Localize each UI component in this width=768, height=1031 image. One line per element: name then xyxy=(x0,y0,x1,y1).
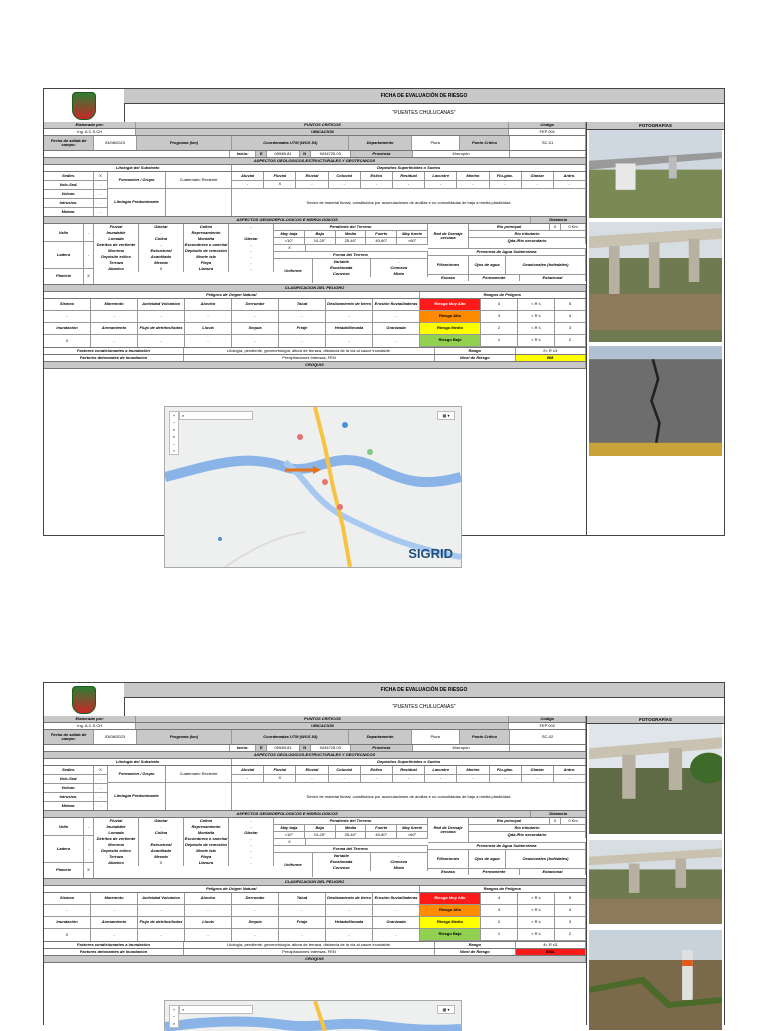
provincia-label: Provincia xyxy=(351,151,413,157)
risk-form-sheet-1: FICHA DE EVALUACIÓN DE RIESGO "PUENTES CHULUCANAS" FOTOGRAFÍAS Elaborado por: PUNTOS CRITICOS Código Ing. A.C.S.CH UBICACION FEP 001 Fecha de salida de campo: 03/08/2023 Programa (km) Coordenadas UTM (WGS 84) Departamento Piura Punto Crítico SC-01 Inicio: E 0594B.81 N 9434725.03 Provincia Morropón ASPECTOS GEOLOGICOS-ESTRUCTURALES Y GEOTECNICOS Litología del Substrato Depósitos Superficiales o Suelos Sedim. Volc-Sed. Volcan. Intrusivo. Metam. X - - - - Formación / Grupo Cuaternario Reciente Litología Predominante Aluvial Fluvial Eluvial Coluvial Eólico Residual Lacustre Marino Flu-glac. Glaciar Antro. - X - - - - - - - - - Sector de material fluvial, constituidos por acumulaciones de arcillas e no consolidadas de baja a media plasticidad ASPECTOS GEOMORFOLOGICOS E HIDROLOGICOS Distancia Valle Ladera Planicie - - X Fluvial Glaciar Cañón - Inundable - Represamiento - Lomada Colina Montaña Glaciar Detritos de vertiente - Escombrera o canchal - Morrena Estructural Depósito de remoción - Depósito eólico Acantilado Monte isla - Terraza Meseta Playa - Abanico X Llanura - Pendiente del Terreno May baja Baja Media Fuerte May fuerte <10° 10-25° 25-40° 40-60° >60° X Forma del Terreno Uniforme Variable - Escalonada Cóncava Convexa Mixta Red de Drenaje cercana Río principal X 0 Km Río tributario Qda./Río secundario Presencia de Agua Subterránea Filtraciones Ojos de agua Ocasionales (bofedales) Escasa Permanente Estacional CLASIFICACION DEL PELIGRO Peligros de Origen Natural Rangos de Peligros Sismos Maremoto Actividad Volcánica Aluvión Derrumbe Talud Deslizamiento de tierra Erosión fluvial/laderas - - - - - - - - Inundación Arenamiento Flujo de detritos/lodos Lluvia Sequía Friaje Helada/Nevada Granizada X - - - - - - - Riesgo Muy Alto 4 < R ≤ 5 Riesgo Alto 3 < R ≤ 4 Riesgo Medio 2 < R ≤ 3 Riesgo Bajo 1 < R ≤ 2 Factores condicionantes a Inundación Litología, pendiente, geomorfología, altura de terraza, distancia de la vía al cauce inundable. Rango 2< R ≤3 Factores detonantes de Inundación Precipitaciones Intensas, FEN Nivel de Riesgo BM CROQUIS + − ⌕ ⌕ ← ⌂ ⌕ ▦ ▾ SIGRID xyxy=(43,88,725,536)
programa-label: Programa (km) xyxy=(137,136,233,150)
hazard-label: Sismos xyxy=(44,299,91,311)
deposit-column-value: - xyxy=(296,181,328,189)
photos-heading-2: FOTOGRAFÍAS xyxy=(586,716,724,724)
hazard-label: Arenamiento xyxy=(91,323,138,335)
hazard-label: Deslizamiento de tierra xyxy=(326,893,373,905)
rango-value: 2< R ≤3 xyxy=(516,348,586,354)
factores-cond-desc: Litología, pendiente, geomorfología, altura de terraza, distancia de la vía al cauce inundable. xyxy=(184,348,435,354)
clasificacion-heading: CLASIFICACION DEL PELIGRO xyxy=(44,285,586,291)
punto-critico-label: Punto Crítico xyxy=(460,136,510,150)
deposit-column-value: - xyxy=(554,181,586,189)
deposit-column-label: Marino xyxy=(457,766,489,774)
deposit-column-label: Eluvial xyxy=(296,766,328,774)
deposit-column-value: - xyxy=(425,775,457,783)
photo-bridge-2 xyxy=(589,222,722,342)
risk-level-badge: Riesgo Alto xyxy=(420,311,481,322)
hazard-label: Talud xyxy=(279,893,326,905)
peligros-grid xyxy=(44,299,420,347)
slope-column-value: 10-25° xyxy=(305,238,336,244)
form-subtitle: "PUENTES CHULUCANAS" xyxy=(392,109,456,116)
deposit-column-value: - xyxy=(490,775,522,783)
punto-critico-value: SC-01 xyxy=(510,136,586,150)
deposit-column-label: Lacustre xyxy=(425,766,457,774)
risk-range-high: 2 xyxy=(555,335,586,346)
fecha-value: 03/08/2023 xyxy=(94,136,136,150)
deposit-column-label: Residual xyxy=(393,766,425,774)
hazard-value: - xyxy=(185,335,232,347)
hazard-value: - xyxy=(373,905,420,917)
hazard-value: - xyxy=(138,311,185,323)
peligros-grid-2 xyxy=(44,893,420,941)
shield-icon xyxy=(72,92,96,120)
hazard-label: Inundación xyxy=(44,323,91,335)
e-value: 0594B.81 xyxy=(267,151,299,157)
map-layers-button-2[interactable]: ▦ ▾ xyxy=(437,1005,455,1014)
deposit-column-label: Eólico xyxy=(361,172,393,180)
deposit-column-label: Antro. xyxy=(554,172,586,180)
risk-range-row xyxy=(420,917,586,929)
hazard-label: Actividad Volcánica xyxy=(138,893,185,905)
hazard-value: - xyxy=(326,905,373,917)
hazard-value: - xyxy=(232,311,279,323)
e-label: E xyxy=(256,151,267,157)
deposit-column-value: - xyxy=(393,181,425,189)
sedim-check: X xyxy=(94,172,108,181)
distancia-value: 0 Km xyxy=(561,224,586,230)
map-zoom-controls[interactable]: + − ⌕ ⌕ ← ⌂ xyxy=(169,411,179,455)
hazard-value: - xyxy=(232,335,279,347)
hazard-label: Aluvión xyxy=(185,893,232,905)
map-search-input-2[interactable]: ⌕ xyxy=(179,1005,253,1014)
deposit-column-value: - xyxy=(522,775,554,783)
risk-level-badge: Riesgo Bajo xyxy=(420,929,481,940)
deposit-column-label: Eluvial xyxy=(296,172,328,180)
risk-range-op: < R ≤ xyxy=(518,917,555,928)
slope-column-value: <10° xyxy=(274,832,305,838)
form-subtitle-2: "PUENTES CHULUCANAS" xyxy=(392,703,456,710)
risk-range-low: 1 xyxy=(481,335,518,346)
risk-range-high: 3 xyxy=(555,323,586,334)
slope-column-label: May baja xyxy=(274,825,305,831)
forma-terreno-label: Forma del Terreno xyxy=(274,252,428,259)
risk-range-row xyxy=(420,929,586,941)
inicio-label: Inicio: xyxy=(230,151,257,157)
hazard-label: Derrumbe xyxy=(232,299,279,311)
hazard-value: - xyxy=(91,311,138,323)
risk-range-high: 3 xyxy=(555,917,586,928)
deposit-column-value: - xyxy=(232,181,264,189)
croquis-map-2[interactable] xyxy=(164,1000,462,1031)
hazard-value: - xyxy=(373,929,420,941)
nivel-riesgo-value-2: BMA xyxy=(516,949,586,955)
provincia-value: Morropón xyxy=(413,151,510,157)
risk-range-op: < R ≤ xyxy=(518,311,555,322)
hazard-value: - xyxy=(44,311,91,323)
risk-level-badge: Riesgo Bajo xyxy=(420,335,481,346)
risk-range-low: 4 xyxy=(481,893,518,904)
hazard-value: - xyxy=(326,311,373,323)
risk-form-sheet-2: FICHA DE EVALUACIÓN DE RIESGO "PUENTES CHULUCANAS" FOTOGRAFÍAS Elaborado por: PUNTOS CRITICOS Código Ing. A.C.S.CH UBICACION FEP 002 Fecha de salida de campo: 03/08/2023 Programa (km) Coordenadas UTM (WGS 84) Departamento Piura Punto Crítico SC-02 Inicio: E 0594B.81 N 9434725.03 Provincia Morropón ASPECTOS GEOLOGICOS-ESTRUCTURALES Y GEOTECNICOS Litología del Substrato Depósitos Superficiales o Suelos Sedim. Volc-Sed. Volcan. Intrusivo. Metam. X - - - - Formación / Grupo Cuaternario Reciente Litología Predominante Aluvial Fluvial Eluvial Coluvial Eólico Residual Lacustre Marino Flu-glac. Glaciar Antro. - X - - - - - - - - - Sector de material fluvial, constituidos por acumulaciones de arcillas e no consolidadas de baja a media plasticidad ASPECTOS GEOMORFOLOGICOS E HIDROLOGICOS Distancia Valle Ladera Planicie - - X Fluvial Glaciar Cañón - Inundable - Represamiento - Lomada Colina Montaña Glaciar Detritos de vertiente - Escombrera o canchal - Morrena Estructural Depósito de remoción - Depósito eólico Acantilado Monte isla - Terraza Meseta Playa - Abanico X Llanura - Pendiente del Terreno May baja Baja Media Fuerte May fuerte <10° 10-25° 25-40° 40-60° >60° X Forma del Terreno Uniforme Variable - Escalonada Cóncava Convexa Mixta Red de Drenaje cercana Río principal X 0 Km Río tributario Qda./Río secundario Presencia de Agua Subterránea Filtraciones Ojos de agua Ocasionales (bofedales) Escasa Permanente Estacional CLASIFICACION DEL PELIGRO Peligros de Origen Natural Rangos de Peligros Sismos Maremoto Actividad Volcánica Aluvión Derrumbe Talud Deslizamiento de tierra Erosión fluvial/laderas - - - - - - - - Inundación Arenamiento Flujo de detritos/lodos Lluvia Sequía Friaje Helada/Nevada Granizada X - - - - - - - Riesgo Muy Alto 4 < R ≤ 5 Riesgo Alto 3 < R ≤ 4 Riesgo Medio 2 < R ≤ 3 Riesgo Bajo 1 < R ≤ 2 Factores condicionantes a Inundación Litología, pendiente, geomorfología, altura de terraza, distancia de la vía al cauce inundable. Rango 4< R ≤5 Factores detonantes de Inundación Precipitaciones Intensas, FEN Nivel de Riesgo BMA CROQUIS + − ⌕ ⌕ ▦ ▾ xyxy=(43,682,725,1025)
hazard-label: Sequía xyxy=(232,323,279,335)
hazard-value: - xyxy=(232,905,279,917)
hazard-label: Inundación xyxy=(44,917,91,929)
deposit-column-label: Flu-glac. xyxy=(490,172,522,180)
hazard-value: X xyxy=(44,929,91,941)
rango-value-2: 4< R ≤5 xyxy=(516,942,586,948)
map-layers-button[interactable]: ▦ ▾ xyxy=(437,411,455,420)
deposit-column-value: - xyxy=(554,775,586,783)
formacion-label: Formación / Grupo xyxy=(108,172,166,188)
deposit-column-value: - xyxy=(425,181,457,189)
risk-range-low: 1 xyxy=(481,929,518,940)
hazard-label: Erosión fluvial/laderas xyxy=(373,893,420,905)
croquis-map[interactable] xyxy=(164,406,462,568)
deposit-column-label: Coluvial xyxy=(329,172,361,180)
slope-column-value: 25-40° xyxy=(336,832,367,838)
volc-sed-label: Volc-Sed. xyxy=(44,181,94,190)
hazard-value: - xyxy=(91,929,138,941)
deposit-column-value: - xyxy=(329,181,361,189)
photo-riverbank xyxy=(589,930,722,1030)
deposit-column-label: Marino xyxy=(457,172,489,180)
sedim-label: Sedim. xyxy=(44,172,94,181)
formacion-value: Cuaternario Reciente xyxy=(166,172,232,188)
municipal-logo-2 xyxy=(44,683,125,716)
slope-column-value: >60° xyxy=(397,238,428,244)
slope-column-label: Fuerte xyxy=(366,231,397,237)
elaborado-value: Ing. A.C.S.CH xyxy=(44,129,136,135)
risk-level-badge: Riesgo Alto xyxy=(420,905,481,916)
photos-heading: FOTOGRAFÍAS xyxy=(586,122,724,130)
presencia-agua-label: Presencia de Agua Subterránea xyxy=(428,249,586,256)
litologia-desc: Sector de material fluvial, constituidos por acumulaciones de arcillas e no consolidadas de baja a media plasticidad xyxy=(232,189,586,216)
croquis-heading: CROQUIS xyxy=(44,362,586,368)
deposit-column-value: - xyxy=(329,775,361,783)
fecha-value-2: 03/08/2023 xyxy=(94,730,136,744)
risk-range-low: 3 xyxy=(481,905,518,916)
risk-range-row xyxy=(420,299,586,311)
hazard-value: - xyxy=(91,905,138,917)
risk-range-high: 5 xyxy=(555,299,586,310)
risk-range-low: 4 xyxy=(481,299,518,310)
hazard-value: - xyxy=(279,311,326,323)
risk-range-op: < R ≤ xyxy=(518,299,555,310)
deposit-column-value: - xyxy=(361,775,393,783)
red-drenaje-label: Red de Drenaje cercana xyxy=(428,224,469,248)
risk-range-op: < R ≤ xyxy=(518,893,555,904)
hazard-label: Derrumbe xyxy=(232,893,279,905)
hazard-label: Arenamiento xyxy=(91,917,138,929)
deposit-column-value: - xyxy=(296,775,328,783)
puntos-criticos-label: PUNTOS CRITICOS xyxy=(136,122,509,128)
ladera-label: Ladera xyxy=(44,242,84,268)
hazard-value: - xyxy=(279,335,326,347)
deposit-column-value: X xyxy=(264,181,296,189)
deposit-columns-2 xyxy=(232,766,586,775)
elaborado-label: Elaborado por: xyxy=(44,122,136,128)
hazard-label: Friaje xyxy=(279,323,326,335)
aspectos-geomorf-heading: ASPECTOS GEOMORFOLOGICOS E HIDROLOGICOS xyxy=(44,217,531,223)
hazard-value: - xyxy=(326,335,373,347)
hazard-value: - xyxy=(232,929,279,941)
hazard-label: Lluvia xyxy=(185,917,232,929)
risk-level-badge: Riesgo Muy Alto xyxy=(420,893,481,904)
slope-column-label: Media xyxy=(336,825,367,831)
litologia-sub-label: Litología del Substrato xyxy=(44,165,232,171)
photo-road-crack xyxy=(589,346,722,456)
hazard-label: Deslizamiento de tierra xyxy=(326,299,373,311)
hazard-label: Flujo de detritos/lodos xyxy=(138,323,185,335)
hazard-label: Talud xyxy=(279,299,326,311)
deposit-column-label: Residual xyxy=(393,172,425,180)
n-value: 9434725.03 xyxy=(311,151,351,157)
elaborado-value-2: Ing. A.C.S.CH xyxy=(44,723,136,729)
slope-column-label: Baja xyxy=(305,825,336,831)
volcan-label: Volcan. xyxy=(44,190,94,199)
deposit-column-label: Fluvial xyxy=(264,172,296,180)
factores-det-label: Factores detonantes de Inundación xyxy=(44,355,184,361)
risk-range-high: 4 xyxy=(555,905,586,916)
deposit-column-label: Coluvial xyxy=(329,766,361,774)
risk-range-low: 2 xyxy=(481,917,518,928)
map-svg xyxy=(165,407,461,567)
deposit-column-label: Aluvial xyxy=(232,766,264,774)
deposit-columns xyxy=(232,172,586,181)
hazard-label: Maremoto xyxy=(91,893,138,905)
departamento-value: Piura xyxy=(412,136,460,150)
sigrid-logo: SIGRID xyxy=(408,546,453,561)
factores-det-desc: Precipitaciones Intensas, FEN xyxy=(184,355,435,361)
deposit-column-label: Glaciar xyxy=(522,766,554,774)
slope-column-label: May fuerte xyxy=(397,825,428,831)
hazard-value: - xyxy=(185,905,232,917)
photo-bridge-1 xyxy=(589,130,722,218)
risk-range-row xyxy=(420,893,586,905)
slope-column-label: Media xyxy=(336,231,367,237)
hazard-value: - xyxy=(279,905,326,917)
deposit-column-value: - xyxy=(457,181,489,189)
hazard-value: - xyxy=(373,335,420,347)
slope-column-value: 40-60° xyxy=(366,832,397,838)
intrusivo-label: Intrusivo. xyxy=(44,199,94,208)
risk-range-high: 4 xyxy=(555,311,586,322)
hazard-value: - xyxy=(185,929,232,941)
hazard-label: Flujo de detritos/lodos xyxy=(138,917,185,929)
deposit-column-value: - xyxy=(361,181,393,189)
hazard-value: X xyxy=(44,335,91,347)
slope-column-label: May fuerte xyxy=(397,231,428,237)
risk-range-row xyxy=(420,323,586,335)
hazard-value: - xyxy=(44,905,91,917)
factores-cond-label: Factores condicionantes a Inundación xyxy=(44,348,184,354)
rangos-grid-2 xyxy=(420,893,586,941)
slope-column-label: Baja xyxy=(305,231,336,237)
litologia-pred-label: Litología Predominante xyxy=(108,189,166,216)
deposit-column-value: - xyxy=(490,181,522,189)
risk-range-op: < R ≤ xyxy=(518,335,555,346)
hazard-label: Sismos xyxy=(44,893,91,905)
risk-range-low: 2 xyxy=(481,323,518,334)
hazard-value: - xyxy=(326,929,373,941)
departamento-label: Departamento xyxy=(349,136,411,150)
depositos-label: Depósitos Superficiales o Suelos xyxy=(232,165,586,171)
risk-level-badge: Riesgo Muy Alto xyxy=(420,299,481,310)
nivel-riesgo-value: BM xyxy=(516,355,586,361)
risk-range-op: < R ≤ xyxy=(518,905,555,916)
form-title-2: FICHA DE EVALUACIÓN DE RIESGO xyxy=(124,683,724,698)
hazard-value: - xyxy=(185,311,232,323)
form-header-2 xyxy=(44,683,724,717)
deposit-column-value: X xyxy=(264,775,296,783)
deposit-column-label: Eólico xyxy=(361,766,393,774)
hazard-label: Aluvión xyxy=(185,299,232,311)
rangos-grid xyxy=(420,299,586,347)
deposit-column-value: - xyxy=(393,775,425,783)
hazard-label: Sequía xyxy=(232,917,279,929)
hazard-label: Friaje xyxy=(279,917,326,929)
metam-label: Metam. xyxy=(44,208,94,216)
rangos-label: Rangos de Peligros xyxy=(420,292,586,298)
distancia-label: Distancia xyxy=(531,217,586,223)
deposit-column-value: - xyxy=(232,775,264,783)
hazard-value: - xyxy=(138,905,185,917)
planicie-label: Planicie xyxy=(44,269,84,284)
hazard-label: Maremoto xyxy=(91,299,138,311)
slope-column-value: 10-25° xyxy=(305,832,336,838)
peligros-origen-label: Peligros de Origen Natural xyxy=(44,292,420,298)
map-search-input[interactable]: ⌕ xyxy=(179,411,253,420)
risk-level-badge: Riesgo Medio xyxy=(420,323,481,334)
risk-range-low: 3 xyxy=(481,311,518,322)
pendiente-label: Pendiente del Terreno xyxy=(274,224,428,231)
hazard-value: - xyxy=(91,335,138,347)
slope-column-value: <10° xyxy=(274,238,305,244)
hazard-value: - xyxy=(138,335,185,347)
hazard-label: Erosión fluvial/laderas xyxy=(373,299,420,311)
risk-range-row xyxy=(420,905,586,917)
codigo-value-2: FEP 002 xyxy=(509,723,586,729)
codigo-value: FEP 001 xyxy=(509,129,586,135)
slope-column-label: May baja xyxy=(274,231,305,237)
hazard-value: - xyxy=(138,929,185,941)
valle-label: Valle xyxy=(44,224,84,242)
municipal-logo xyxy=(44,89,125,122)
hazard-label: Helada/Nevada xyxy=(326,323,373,335)
risk-range-row xyxy=(420,311,586,323)
slope-column-value: >60° xyxy=(397,832,428,838)
aspectos-geo-heading: ASPECTOS GEOLOGICOS-ESTRUCTURALES Y GEOTECNICOS xyxy=(44,158,586,164)
slope-column-value: 25-40° xyxy=(336,238,367,244)
deposit-column-label: Flu-glac. xyxy=(490,766,522,774)
coordenadas-label: Coordenadas UTM (WGS 84) xyxy=(232,136,349,150)
form-header xyxy=(44,89,724,123)
photo-bridge-3 xyxy=(589,724,722,834)
risk-range-op: < R ≤ xyxy=(518,929,555,940)
risk-level-badge: Riesgo Medio xyxy=(420,917,481,928)
deposit-column-label: Glaciar xyxy=(522,172,554,180)
form-title: FICHA DE EVALUACIÓN DE RIESGO xyxy=(124,89,724,104)
risk-range-row xyxy=(420,335,586,347)
deposit-column-label: Aluvial xyxy=(232,172,264,180)
n-label: N xyxy=(300,151,311,157)
hazard-label: Lluvia xyxy=(185,323,232,335)
deposit-column-label: Lacustre xyxy=(425,172,457,180)
shield-icon xyxy=(72,686,96,714)
hazard-label: Granizada xyxy=(373,323,420,335)
risk-range-op: < R ≤ xyxy=(518,323,555,334)
map-zoom-controls-2[interactable]: + − ⌕ xyxy=(169,1005,179,1028)
risk-range-high: 5 xyxy=(555,893,586,904)
ubicacion-label: UBICACION xyxy=(136,129,509,135)
punto-critico-value-2: SC-02 xyxy=(510,730,586,744)
slope-column-label: Fuerte xyxy=(366,825,397,831)
hazard-label: Actividad Volcánica xyxy=(138,299,185,311)
photos-column-2 xyxy=(586,716,724,1025)
slope-column-value: 40-60° xyxy=(366,238,397,244)
photo-bridge-4 xyxy=(589,840,722,924)
hazard-value: - xyxy=(279,929,326,941)
fecha-label: Fecha de salida de campo: xyxy=(44,136,94,150)
codigo-label: Código xyxy=(509,122,586,128)
hazard-label: Granizada xyxy=(373,917,420,929)
deposit-column-label: Antro. xyxy=(554,766,586,774)
hazard-value: - xyxy=(373,311,420,323)
deposit-column-value: - xyxy=(522,181,554,189)
deposit-column-label: Fluvial xyxy=(264,766,296,774)
photos-column xyxy=(586,122,724,535)
risk-range-high: 2 xyxy=(555,929,586,940)
hazard-label: Helada/Nevada xyxy=(326,917,373,929)
deposit-column-value: - xyxy=(457,775,489,783)
planicie-check: X xyxy=(84,269,94,284)
